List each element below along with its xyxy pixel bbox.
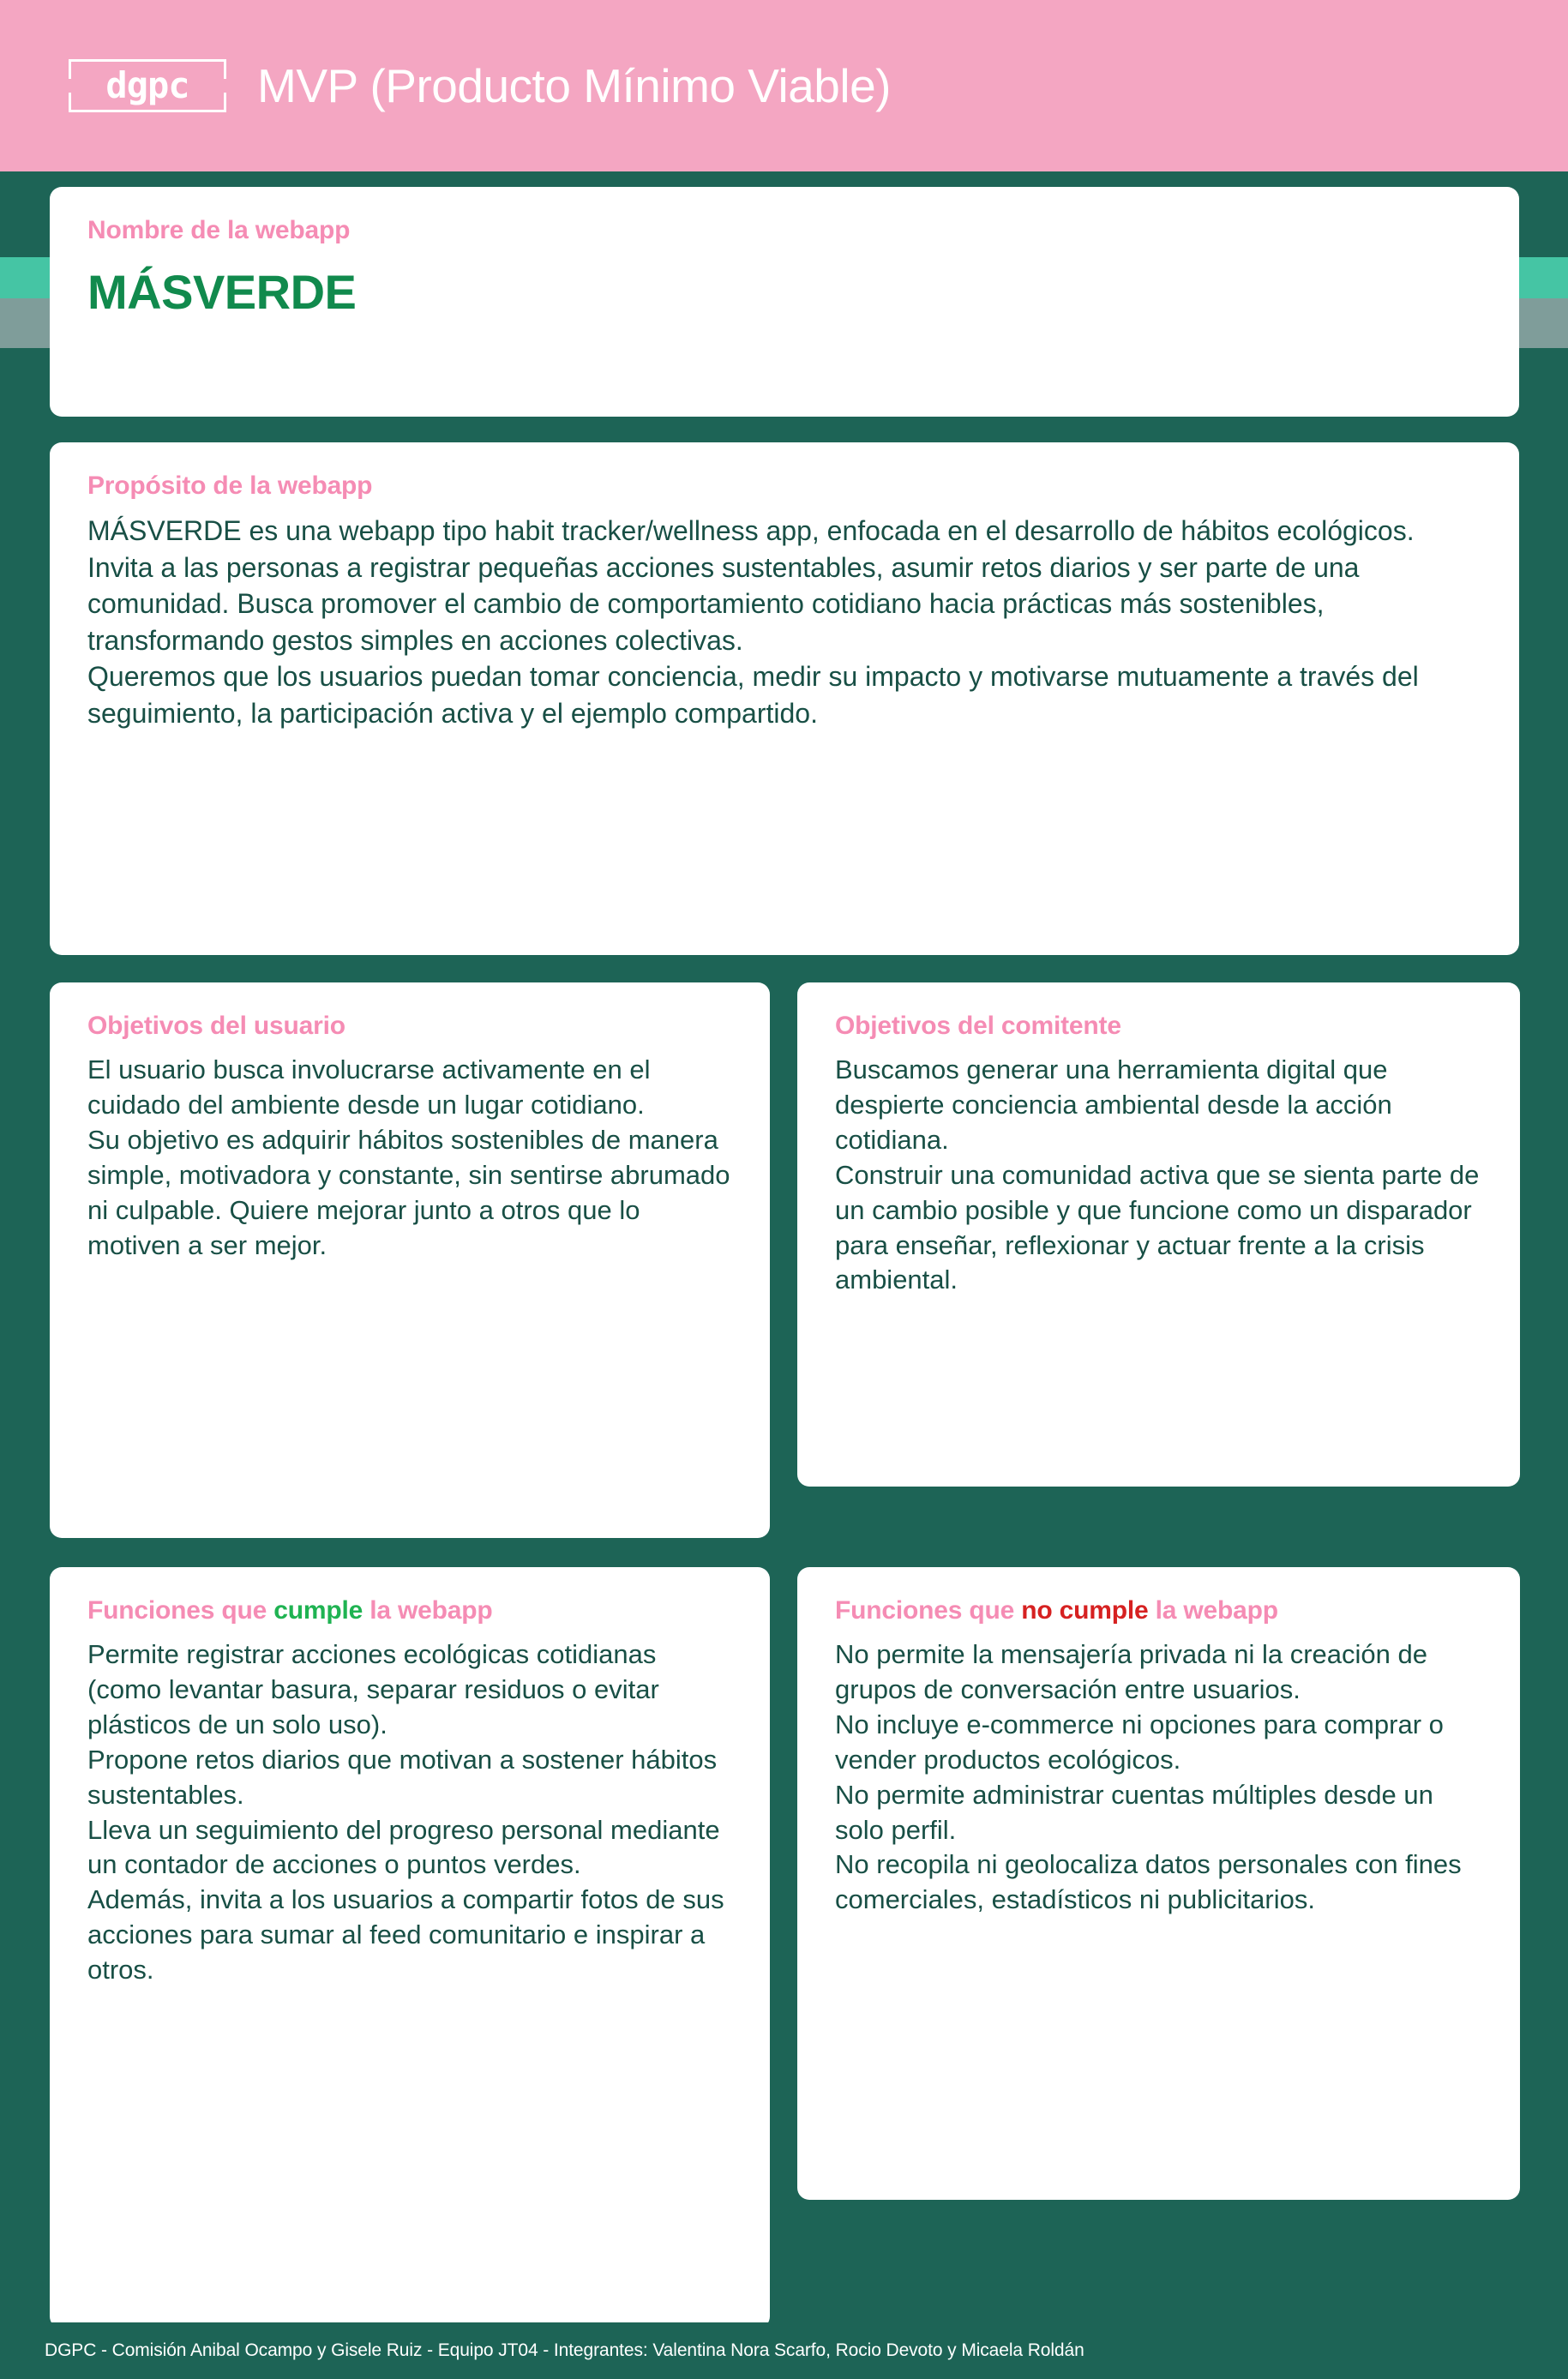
card-objectives-client-body: Buscamos generar una herramienta digital que despierte conciencia ambiental desde la acción cotidiana. Construir una comunidad activa que se sienta parte de un cambio posible y que funcione como un disparador para enseñar, reflexionar y actuar frente a la crisis ambiental. xyxy=(835,1054,1480,1295)
dgpc-logo-text: dgpc xyxy=(105,64,189,106)
card-functions-not-fulfilled xyxy=(797,1567,1520,2200)
label-prefix: Funciones que xyxy=(835,1596,1022,1625)
card-functions-fulfilled xyxy=(50,1567,770,2328)
app-name-value: MÁSVERDE xyxy=(87,265,357,319)
card-objectives-user xyxy=(50,982,770,1538)
card-functions-fulfilled-body: Permite registrar acciones ecológicas cotidianas (como levantar basura, separar residuos o evitar plásticos de un solo uso). Propone retos diarios que motivan a sostener hábitos sustentables. Lleva un seguimiento del progreso personal mediante un contador de acciones o puntos verdes. Además, invita a los usuarios a compartir fotos de sus acciones para sumar al feed comunitario e inspirar a otros. xyxy=(87,1639,724,1986)
label-accent-cumple: cumple xyxy=(273,1596,363,1625)
dgpc-logo xyxy=(69,59,226,112)
page-footer xyxy=(0,2322,1568,2379)
card-functions-not-fulfilled-label xyxy=(835,1596,1484,1625)
card-functions-not-fulfilled-body: No permite la mensajería privada ni la creación de grupos de conversación entre usuarios. No incluye e-commerce ni opciones para comprar o vender productos ecológicos. No permite administrar cuentas múltiples desde un solo perfil. No recopila ni geolocaliza datos personales con fines comerciales, estadísticos ni publicitarios. xyxy=(835,1639,1462,1915)
card-objectives-user-label: Objetivos del usuario xyxy=(87,1012,345,1040)
card-objectives-user-body: El usuario busca involucrarse activamente en el cuidado del ambiente desde un lugar cotidiano. Su objetivo es adquirir hábitos sostenibles de manera simple, motivadora y constante, sin sentirse abrumado ni culpable. Quiere mejorar junto a otros que lo motiven a ser mejor. xyxy=(87,1054,730,1260)
label-suffix: la webapp xyxy=(1148,1596,1278,1625)
card-purpose-body: MÁSVERDE es una webapp tipo habit tracker/wellness app, enfocada en el desarrollo de hábitos ecológicos. Invita a las personas a registrar pequeñas acciones sustentables, asumir retos diarios y ser parte de una comunidad. Busca promover el cambio de comportamiento cotidiano hacia prácticas más sostenibles, transformando gestos simples en acciones colectivas. Queremos que los usuarios puedan tomar conciencia, medir su impacto y motivarse mutuamente a través del seguimiento, la participación activa y el ejemplo compartido. xyxy=(87,515,1419,729)
card-objectives-client xyxy=(797,982,1520,1487)
card-app-name-label: Nombre de la webapp xyxy=(87,216,351,244)
card-functions-fulfilled-label xyxy=(87,1596,734,1625)
card-purpose-label: Propósito de la webapp xyxy=(87,472,373,500)
page-title: MVP (Producto Mínimo Viable) xyxy=(257,59,892,112)
card-purpose xyxy=(50,442,1519,955)
label-prefix: Funciones que xyxy=(87,1596,274,1625)
card-objectives-client-label: Objetivos del comitente xyxy=(835,1012,1121,1040)
page-header xyxy=(0,0,1568,171)
label-suffix: la webapp xyxy=(363,1596,493,1625)
card-app-name xyxy=(50,187,1519,417)
label-accent-no-cumple: no cumple xyxy=(1021,1596,1149,1625)
footer-credits: DGPC - Comisión Anibal Ocampo y Gisele Ruiz - Equipo JT04 - Integrantes: Valentina Nora Scarfo, Rocio Devoto y Micaela Roldán xyxy=(45,2340,1084,2360)
